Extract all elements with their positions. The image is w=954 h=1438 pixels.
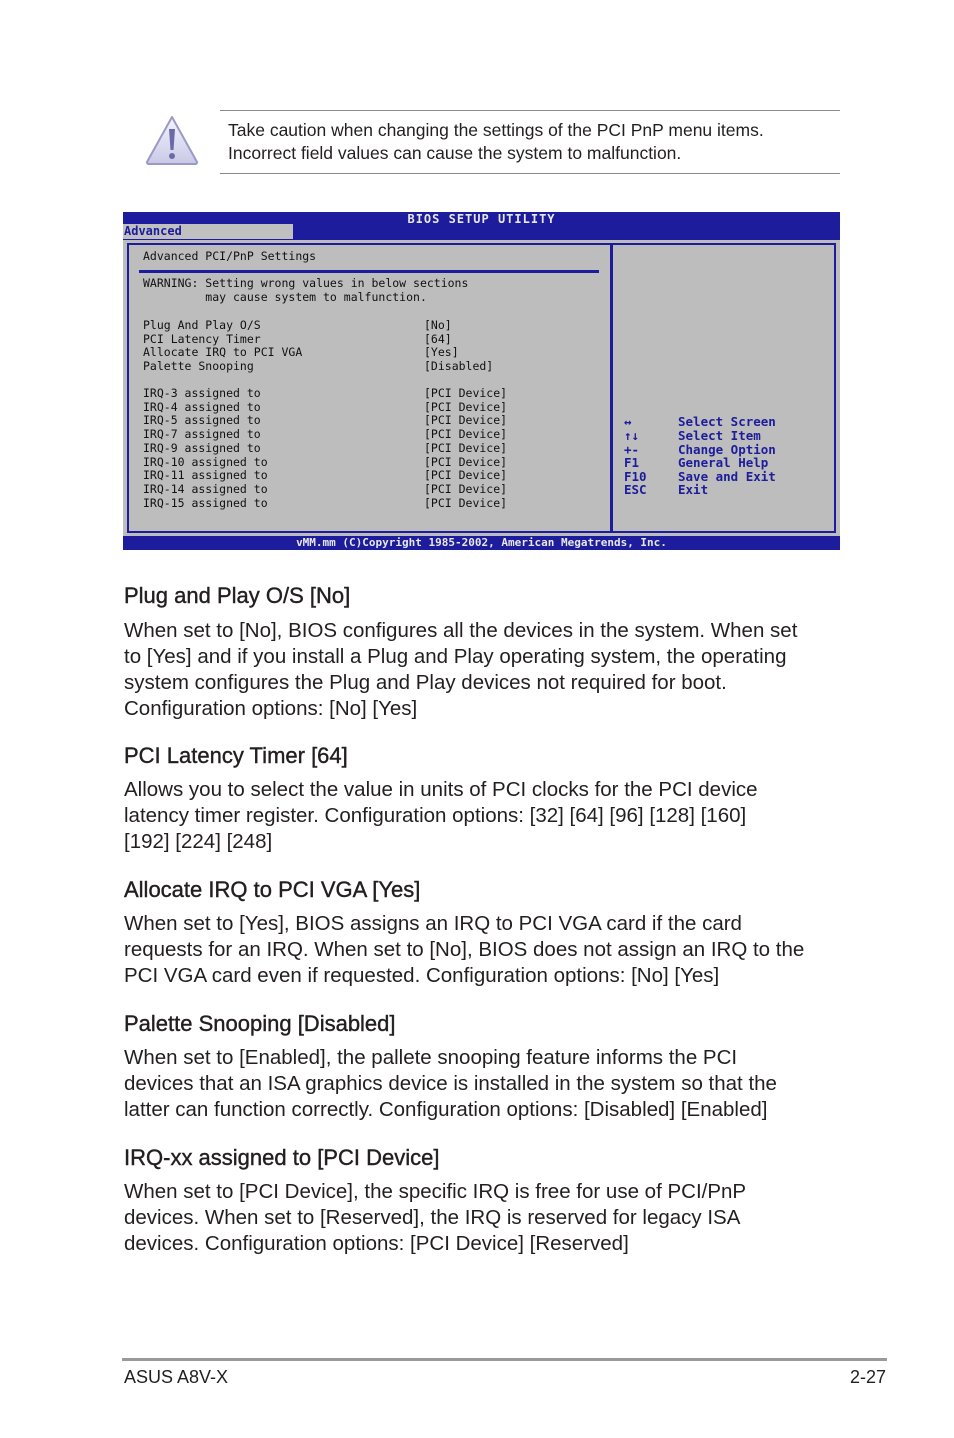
bios-title: BIOS SETUP UTILITY — [407, 212, 556, 226]
bios-panel-divider — [610, 243, 612, 533]
section-body-palette-snooping — [124, 1045, 839, 1123]
bios-warning-line-1: WARNING: Setting wrong values in below sections — [143, 276, 469, 290]
irq-value[interactable]: [PCI Device] — [424, 482, 508, 496]
setting-value-plug-and-play[interactable]: [No] — [424, 318, 452, 332]
body-line: PCI VGA card even if requested. Configuration options: [No] [Yes] — [124, 964, 720, 987]
body-line: Configuration options: [No] [Yes] — [124, 697, 418, 720]
irq-value[interactable]: [PCI Device] — [424, 468, 508, 482]
setting-label-palette-snooping: Palette Snooping — [143, 359, 254, 373]
irq-value[interactable]: [PCI Device] — [424, 496, 508, 510]
irq-label: IRQ-9 assigned to — [143, 441, 261, 455]
body-line: system configures the Plug and Play devices not required for boot. — [124, 671, 727, 694]
footer-page-number: 2-27 — [849, 1367, 886, 1387]
irq-label: IRQ-7 assigned to — [143, 427, 261, 441]
setting-label-pci-latency: PCI Latency Timer — [143, 332, 261, 346]
setting-value-pci-latency[interactable]: [64] — [424, 332, 452, 346]
body-line: Allows you to select the value in units of PCI clocks for the PCI device — [124, 778, 758, 801]
body-line: When set to [PCI Device], the specific IRQ is free for use of PCI/PnP — [124, 1180, 747, 1203]
key-general-help: F1 — [624, 455, 640, 470]
footer-product-name: ASUS A8V-X — [124, 1367, 229, 1387]
irq-label: IRQ-15 assigned to — [143, 496, 268, 510]
irq-value[interactable]: [PCI Device] — [424, 386, 508, 400]
key-desc-select-screen: Select Screen — [678, 414, 776, 429]
key-desc-general-help: General Help — [678, 455, 769, 470]
bios-body — [123, 240, 840, 536]
bios-screenshot — [123, 212, 840, 550]
caution-note — [228, 119, 828, 165]
key-desc-select-item: Select Item — [678, 428, 761, 443]
irq-value[interactable]: [PCI Device] — [424, 413, 508, 427]
section-body-pci-latency — [124, 777, 839, 855]
setting-label-plug-and-play: Plug And Play O/S — [143, 318, 261, 332]
note-top-rule — [220, 110, 840, 111]
warning-triangle-icon — [144, 114, 200, 166]
key-desc-exit: Exit — [678, 482, 709, 497]
caution-line-1: Take caution when changing the settings of the PCI PnP menu items. — [228, 120, 764, 140]
body-line: devices that an ISA graphics device is installed in the system so that the — [124, 1072, 777, 1095]
caution-line-2: Incorrect field values can cause the system to malfunction. — [228, 143, 682, 163]
section-heading-plug-and-play: Plug and Play O/S [No] — [124, 583, 351, 608]
bios-copyright: vMM.mm (C)Copyright 1985-2002, American Megatrends, Inc. — [123, 536, 840, 550]
irq-label: IRQ-5 assigned to — [143, 413, 261, 427]
section-heading-pci-latency: PCI Latency Timer [64] — [124, 743, 348, 768]
key-save-exit: F10 — [624, 469, 647, 484]
key-select-screen: ↔ — [624, 414, 632, 429]
body-line: devices. Configuration options: [PCI Device] [Reserved] — [124, 1232, 629, 1255]
key-exit: ESC — [624, 482, 647, 497]
key-desc-save-exit: Save and Exit — [678, 469, 776, 484]
body-line: latency timer register. Configuration options: [32] [64] [96] [128] [160] — [124, 804, 747, 827]
body-line: requests for an IRQ. When set to [No], BIOS does not assign an IRQ to the — [124, 938, 805, 961]
irq-value[interactable]: [PCI Device] — [424, 427, 508, 441]
bios-section-title: Advanced PCI/PnP Settings — [143, 249, 317, 263]
body-line: latter can function correctly. Configuration options: [Disabled] [Enabled] — [124, 1098, 768, 1121]
bios-warning-line-2: may cause system to malfunction. — [143, 290, 427, 304]
body-line: [192] [224] [248] — [124, 830, 273, 853]
section-heading-allocate-irq: Allocate IRQ to PCI VGA [Yes] — [124, 877, 421, 902]
setting-label-allocate-irq: Allocate IRQ to PCI VGA — [143, 345, 303, 359]
footer-rule — [122, 1358, 887, 1361]
key-desc-change-option: Change Option — [678, 442, 776, 457]
body-line: When set to [Enabled], the pallete snooping feature informs the PCI — [124, 1046, 738, 1069]
section-heading-palette-snooping: Palette Snooping [Disabled] — [124, 1011, 396, 1036]
section-body-irq-xx — [124, 1179, 839, 1257]
body-line: to [Yes] and if you install a Plug and Play operating system, the operating — [124, 645, 787, 668]
section-heading-irq-xx: IRQ-xx assigned to [PCI Device] — [124, 1145, 440, 1170]
irq-value[interactable]: [PCI Device] — [424, 441, 508, 455]
bios-title-bar — [123, 212, 840, 240]
body-line: When set to [Yes], BIOS assigns an IRQ to PCI VGA card if the card — [124, 912, 742, 935]
key-select-item: ↑↓ — [624, 428, 640, 443]
setting-value-palette-snooping[interactable]: [Disabled] — [424, 359, 494, 373]
irq-label: IRQ-3 assigned to — [143, 386, 261, 400]
body-line: When set to [No], BIOS configures all the devices in the system. When set — [124, 619, 798, 642]
irq-label: IRQ-4 assigned to — [143, 400, 261, 414]
irq-value[interactable]: [PCI Device] — [424, 400, 508, 414]
section-body-plug-and-play — [124, 618, 839, 722]
irq-label: IRQ-10 assigned to — [143, 455, 268, 469]
irq-label: IRQ-11 assigned to — [143, 468, 268, 482]
bios-section-separator — [139, 270, 599, 273]
irq-value[interactable]: [PCI Device] — [424, 455, 508, 469]
tab-advanced[interactable]: Advanced — [123, 224, 293, 239]
body-line: devices. When set to [Reserved], the IRQ is reserved for legacy ISA — [124, 1206, 741, 1229]
irq-label: IRQ-14 assigned to — [143, 482, 268, 496]
section-body-allocate-irq — [124, 911, 839, 989]
setting-value-allocate-irq[interactable]: [Yes] — [424, 345, 459, 359]
key-change-option: +- — [624, 442, 640, 457]
note-bottom-rule — [220, 173, 840, 174]
